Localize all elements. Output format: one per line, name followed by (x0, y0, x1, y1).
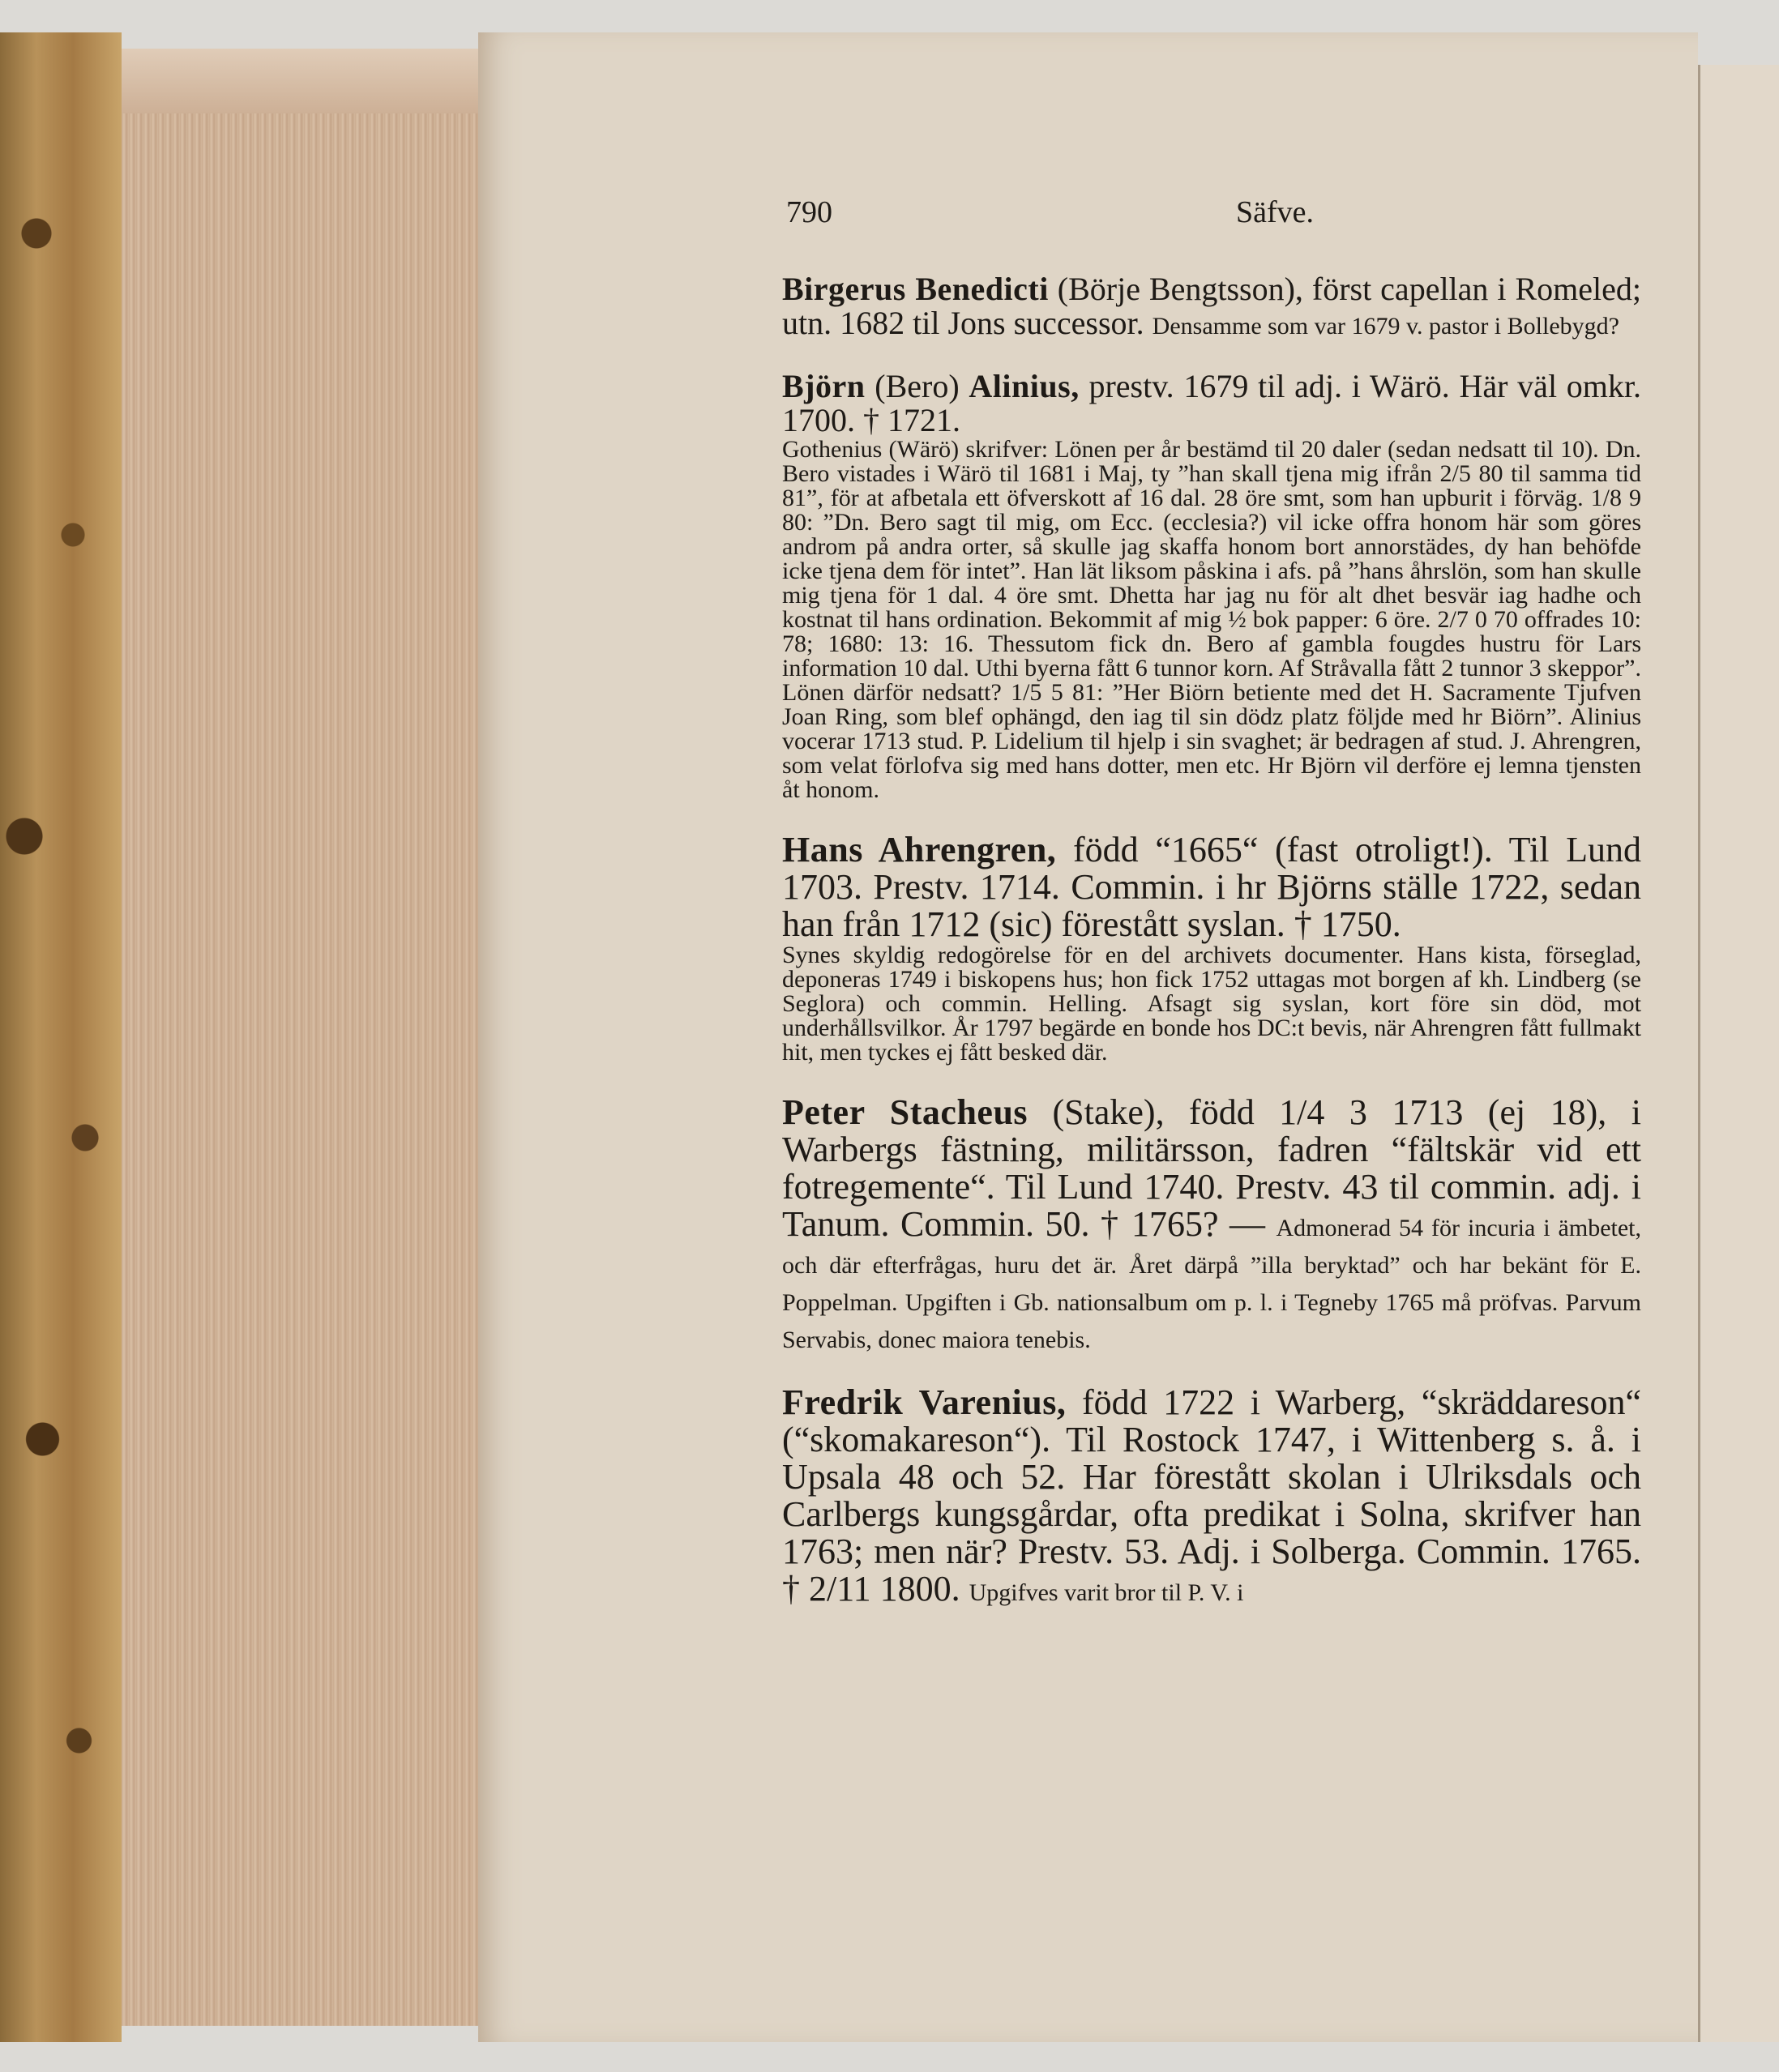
entry-text: prestv. 1679 til adj. i Wärö. Här väl omkr. 1700. † 1721. (782, 368, 1642, 438)
page-content (782, 194, 1641, 1608)
entry-name: Peter Stacheus (782, 1092, 1028, 1132)
entry-name: Fredrik Varenius, (782, 1382, 1067, 1422)
entry-name: Birgerus Benedicti (782, 271, 1049, 307)
cover-marbling (0, 32, 122, 2042)
facing-page-edge (1698, 65, 1779, 2042)
entry-text: (Stake), född 1/4 3 1713 (ej 18), i Warbergs fästning, militärsson, fadren “fältskär vid ett fotregemente“. Til Lund 1740. Prestv. 43 til commin. adj. i Tanum. Commin. 50. † 1765? — (782, 1092, 1642, 1244)
entry-main (782, 1094, 1641, 1355)
entry-name-surname: Alinius, (969, 368, 1080, 404)
entry-main (782, 370, 1641, 438)
entry-birgerus (782, 272, 1641, 340)
page-stack-edge (122, 49, 480, 2026)
entry-name: Björn (782, 368, 866, 404)
entry-varenius (782, 1384, 1641, 1608)
entry-main (782, 1384, 1641, 1608)
entry-note: Densamme som var 1679 v. pastor i Bollebygd? (1152, 313, 1619, 340)
entry-stacheus (782, 1094, 1641, 1355)
entry-name-mid: (Bero) (875, 368, 960, 404)
entry-bjorn (782, 370, 1641, 802)
entry-ahrengren (782, 831, 1641, 1065)
entry-note: Gothenius (Wärö) skrifver: Lönen per år bestämd til 20 daler (sedan nedsatt til 10). Dn. Bero vistades i Wärö til 1681 i Maj, ty ”han skall tjena mig ifrån 2/5 80 til samma tid 81”, för at afbetala ett öfverskott af 16 dal. 28 öre smt, som han upburit i förväg. 1/8 9 80: ”Dn. Bero sagt til mig, om Ecc. (ecclesia?) vil icke offra honom här som göres androm på andra orter, så skulle jag skaffa honom bort annorstädes, dy han behöfde icke tjena dem för intet”. Han lät liksom påskina i afs. på ”hans åhrslön, som han skulle mig tjena för 1 dal. 4 öre smt. Dhetta har jag nu för alt dhet besvär iag hadhe och kostnat til hans ordination. Bekommit af mig ½ bok papper: 6 öre. 2/7 0 70 offrades 10: 78; 1680: 13: 16. Thessutom fick dn. Bero af gambla fougdes hustru för Lars information 10 dal. Uthi byerna fått 6 tunnor korn. Af Stråvalla fått 2 tunnor 3 skeppor”. Lönen därför nedsatt? 1/5 5 81: ”Her Biörn betiente med det H. Sacramente Tjufven Joan Ring, som blef ophängd, den iag til sin dödz platz följde med hr Biörn”. Alinius vocerar 1713 stud. P. Lidelium til hjelp i sin svaghet; är bedragen af stud. J. Ahrengren, som velat förlofva sig med hans dotter, men etc. Hr Björn vil derföre ej lemna tjensten åt honom. (782, 436, 1641, 803)
entry-text: född 1722 i Warberg, “skräddareson“ (“skomakareson“). Til Rostock 1747, i Wittenberg s. å. i Upsala 48 och 52. Har förestått skolan i Ulriksdals och Carlbergs kungsgårdar, ofta predikat i Solna, skrifver han 1763; men när? Prestv. 53. Adj. i Solberga. Commin. 1765. † 2/11 1800. (782, 1382, 1642, 1608)
entry-main (782, 272, 1641, 340)
entry-note: Admonerad 54 för incuria i ämbetet, och där efterfrågas, huru det är. Året därpå ”illa beryktad” och har bekänt för E. Poppelman. Upgiften i Gb. nationsalbum om p. l. i Tegneby 1765 må pröfvas. Parvum Servabis, donec maiora tenebis. (782, 1215, 1642, 1353)
entry-name: Hans Ahrengren, (782, 830, 1057, 869)
entry-main (782, 831, 1641, 943)
entry-note: Synes skyldig redogörelse för en del archivets documenter. Hans kista, förseglad, deponeras 1749 i biskopens hus; hon fick 1752 uttagas mot borgen af kh. Lindberg (se Seglora) och commin. Helling. Afsagt sig syslan, kort före sin död, mot underhållsvilkor. År 1797 begärde en bonde hos DC:t bevis, när Ahrengren fått fullmakt hit, men tyckes ej fått besked där. (782, 942, 1641, 1066)
page-header (782, 194, 1641, 243)
entry-text: (Börje Bengtsson), först capellan i Romeled; utn. 1682 til Jons successor. (782, 271, 1641, 341)
page-stack-top (122, 49, 478, 113)
entry-text: född “1665“ (fast otroligt!). Til Lund 1703. Prestv. 1714. Commin. i hr Björns ställe 1722, sedan han från 1712 (sic) förestått syslan. † 1750. (782, 830, 1642, 944)
page-number: 790 (786, 195, 832, 229)
entry-note: Upgifves varit bror til P. V. i (969, 1579, 1244, 1606)
running-head: Säfve. (1236, 195, 1315, 229)
